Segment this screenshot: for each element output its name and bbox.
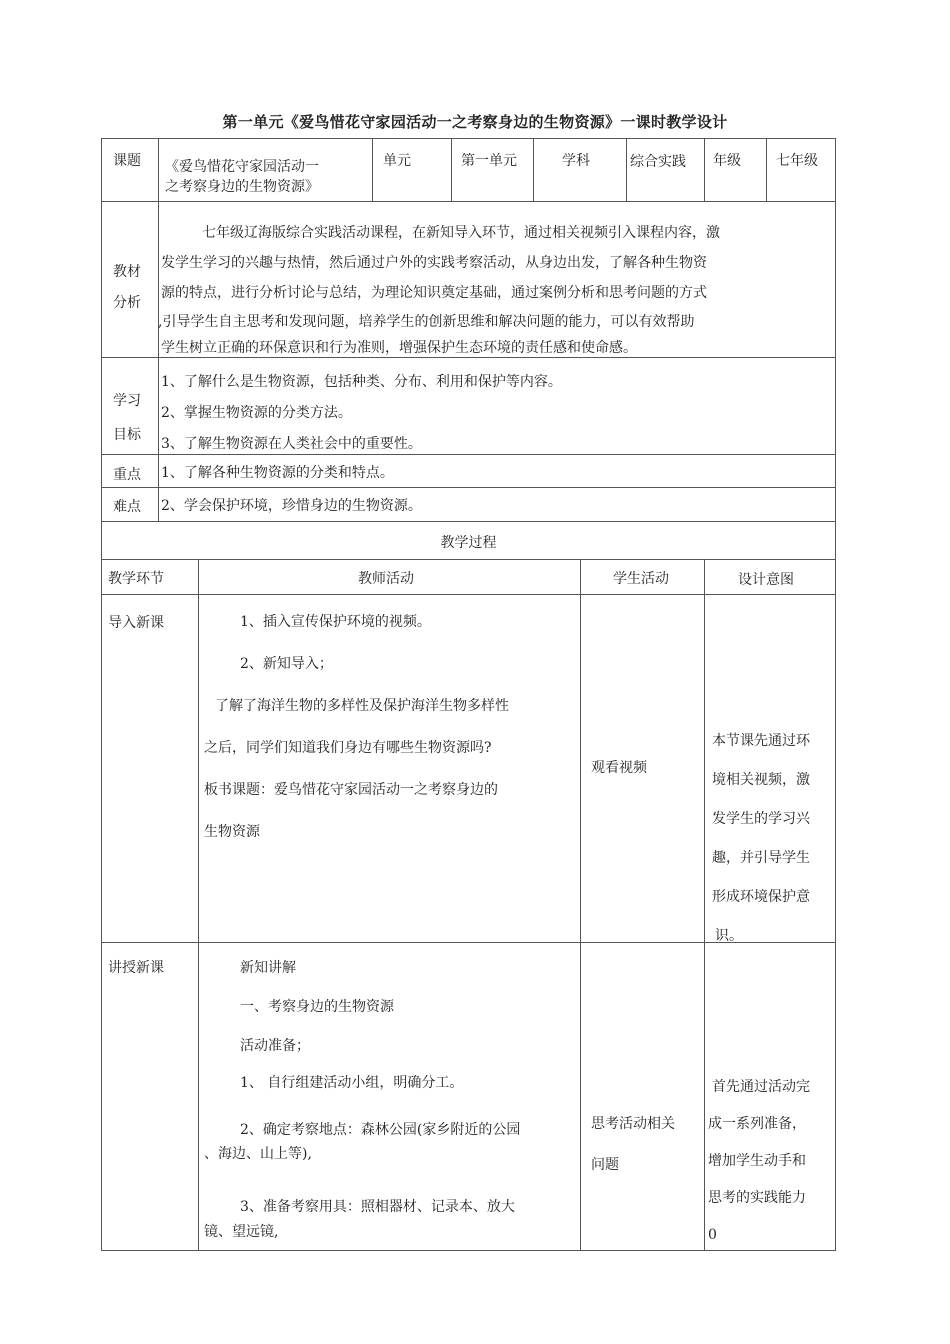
teacher-line: 2、确定考察地点：森林公园(家乡附近的公园 — [240, 1122, 521, 1138]
col-divider — [626, 138, 627, 201]
teacher-line: 、海边、山上等), — [204, 1146, 312, 1162]
document-title: 第一单元《爱鸟惜花守家园活动一之考察身边的生物资源》一课时教学设计 — [222, 113, 728, 131]
student-activity-line: 思考活动相关 — [591, 1116, 675, 1132]
subject-value: 综合实践 — [630, 154, 686, 170]
intent-line: 增加学生动手和 — [708, 1153, 806, 1169]
subject-label: 学科 — [562, 153, 590, 169]
column-header-stage: 教学环节 — [108, 571, 164, 587]
unit-label: 单元 — [383, 153, 411, 169]
difficulty-label: 难点 — [113, 499, 141, 515]
material-line: ,引导学生自主思考和发现问题，培养学生的创新思维和解决问题的能力，可以有效帮助 — [158, 314, 695, 330]
intent-line: 首先通过活动完 — [712, 1079, 810, 1095]
col-divider — [372, 138, 373, 201]
material-line: 学生树立正确的环保意识和行为准则，增强保护生态环境的责任感和使命感。 — [161, 340, 637, 356]
row-divider — [101, 454, 836, 455]
teacher-line: 新知讲解 — [240, 960, 296, 976]
column-header-teacher: 教师活动 — [358, 571, 414, 587]
intent-line: 形成环境保护意 — [712, 889, 810, 905]
goals-label-line1: 学习 — [113, 393, 141, 409]
teacher-line: 活动准备； — [240, 1038, 310, 1054]
row-divider — [101, 559, 836, 560]
grade-value: 七年级 — [776, 153, 818, 169]
key-point-label: 重点 — [113, 467, 141, 483]
intent-line: 发学生的学习兴 — [712, 811, 810, 827]
col-divider — [704, 559, 705, 1251]
goal-item: 3、了解生物资源在人类社会中的重要性。 — [161, 436, 422, 452]
topic-value-line1: 《爱鸟惜花守家园活动一 — [165, 159, 319, 175]
teacher-line: 镜、望远镜, — [204, 1224, 279, 1240]
grade-label: 年级 — [713, 153, 741, 169]
col-divider — [766, 138, 767, 201]
intent-line: 思考的实践能力 — [708, 1190, 806, 1206]
intent-line: 趣，并引导学生 — [712, 850, 810, 866]
teacher-line: 1、插入宣传保护环境的视频。 — [240, 614, 431, 630]
material-label-line1: 教材 — [113, 264, 141, 280]
col-divider — [451, 138, 452, 201]
col-divider — [580, 559, 581, 1251]
stage-intro: 导入新课 — [108, 615, 164, 631]
student-activity-line: 问题 — [591, 1157, 619, 1173]
teacher-line: 之后，同学们知道我们身边有哪些生物资源吗? — [204, 740, 492, 756]
goals-label-line2: 目标 — [113, 427, 141, 443]
intent-line: 成一系列准备， — [708, 1116, 806, 1132]
material-line: 发学生学习的兴趣与热情，然后通过户外的实践考察活动，从身边出发，了解各种生物资 — [161, 255, 707, 271]
teacher-line: 2、新知导入； — [240, 656, 333, 672]
intent-line: 0 — [708, 1227, 717, 1243]
col-divider — [704, 138, 705, 201]
teacher-line: 生物资源 — [204, 824, 260, 840]
row-divider — [101, 521, 836, 522]
key-point-text: 1、了解各种生物资源的分类和特点。 — [161, 465, 394, 481]
teacher-line: 3、准备考察用具：照相器材、记录本、放大 — [240, 1199, 515, 1215]
teacher-line: 1、 自行组建活动小组，明确分工。 — [240, 1075, 464, 1091]
difficulty-text: 2、学会保护环境，珍惜身边的生物资源。 — [161, 498, 422, 514]
topic-label: 课题 — [113, 153, 141, 169]
student-activity: 观看视频 — [591, 760, 647, 776]
material-line: 七年级辽海版综合实践活动课程，在新知导入环节，通过相关视频引入课程内容，激 — [202, 225, 720, 241]
row-divider — [101, 487, 836, 488]
unit-value: 第一单元 — [461, 153, 517, 169]
intent-line: 本节课先通过环 — [712, 733, 810, 749]
teacher-line: 了解了海洋生物的多样性及保护海洋生物多样性 — [215, 698, 509, 714]
row-divider — [101, 594, 836, 595]
intent-text — [708, 1069, 834, 1254]
topic-value-line2: 之考察身边的生物资源》 — [165, 179, 319, 195]
col-divider — [533, 138, 534, 201]
material-line: 源的特点，进行分析讨论与总结，为理论知识奠定基础，通过案例分析和思考问题的方式 — [161, 285, 707, 301]
row-divider — [101, 201, 836, 202]
column-header-intent: 设计意图 — [738, 572, 794, 588]
process-heading: 教学过程 — [440, 535, 497, 551]
goal-item: 2、掌握生物资源的分类方法。 — [161, 405, 352, 421]
teacher-line: 一、考察身边的生物资源 — [240, 999, 394, 1015]
intent-line: 识。 — [715, 928, 743, 944]
stage-teaching: 讲授新课 — [108, 960, 164, 976]
intent-text — [712, 722, 830, 956]
goal-item: 1、了解什么是生物资源，包括种类、分布、利用和保护等内容。 — [161, 374, 562, 390]
intent-line: 境相关视频，激 — [712, 772, 810, 788]
col-divider — [198, 559, 199, 1251]
teacher-line: 板书课题：爱鸟惜花守家园活动一之考察身边的 — [204, 782, 498, 798]
column-header-student: 学生活动 — [613, 571, 669, 587]
material-label-line2: 分析 — [113, 295, 141, 311]
